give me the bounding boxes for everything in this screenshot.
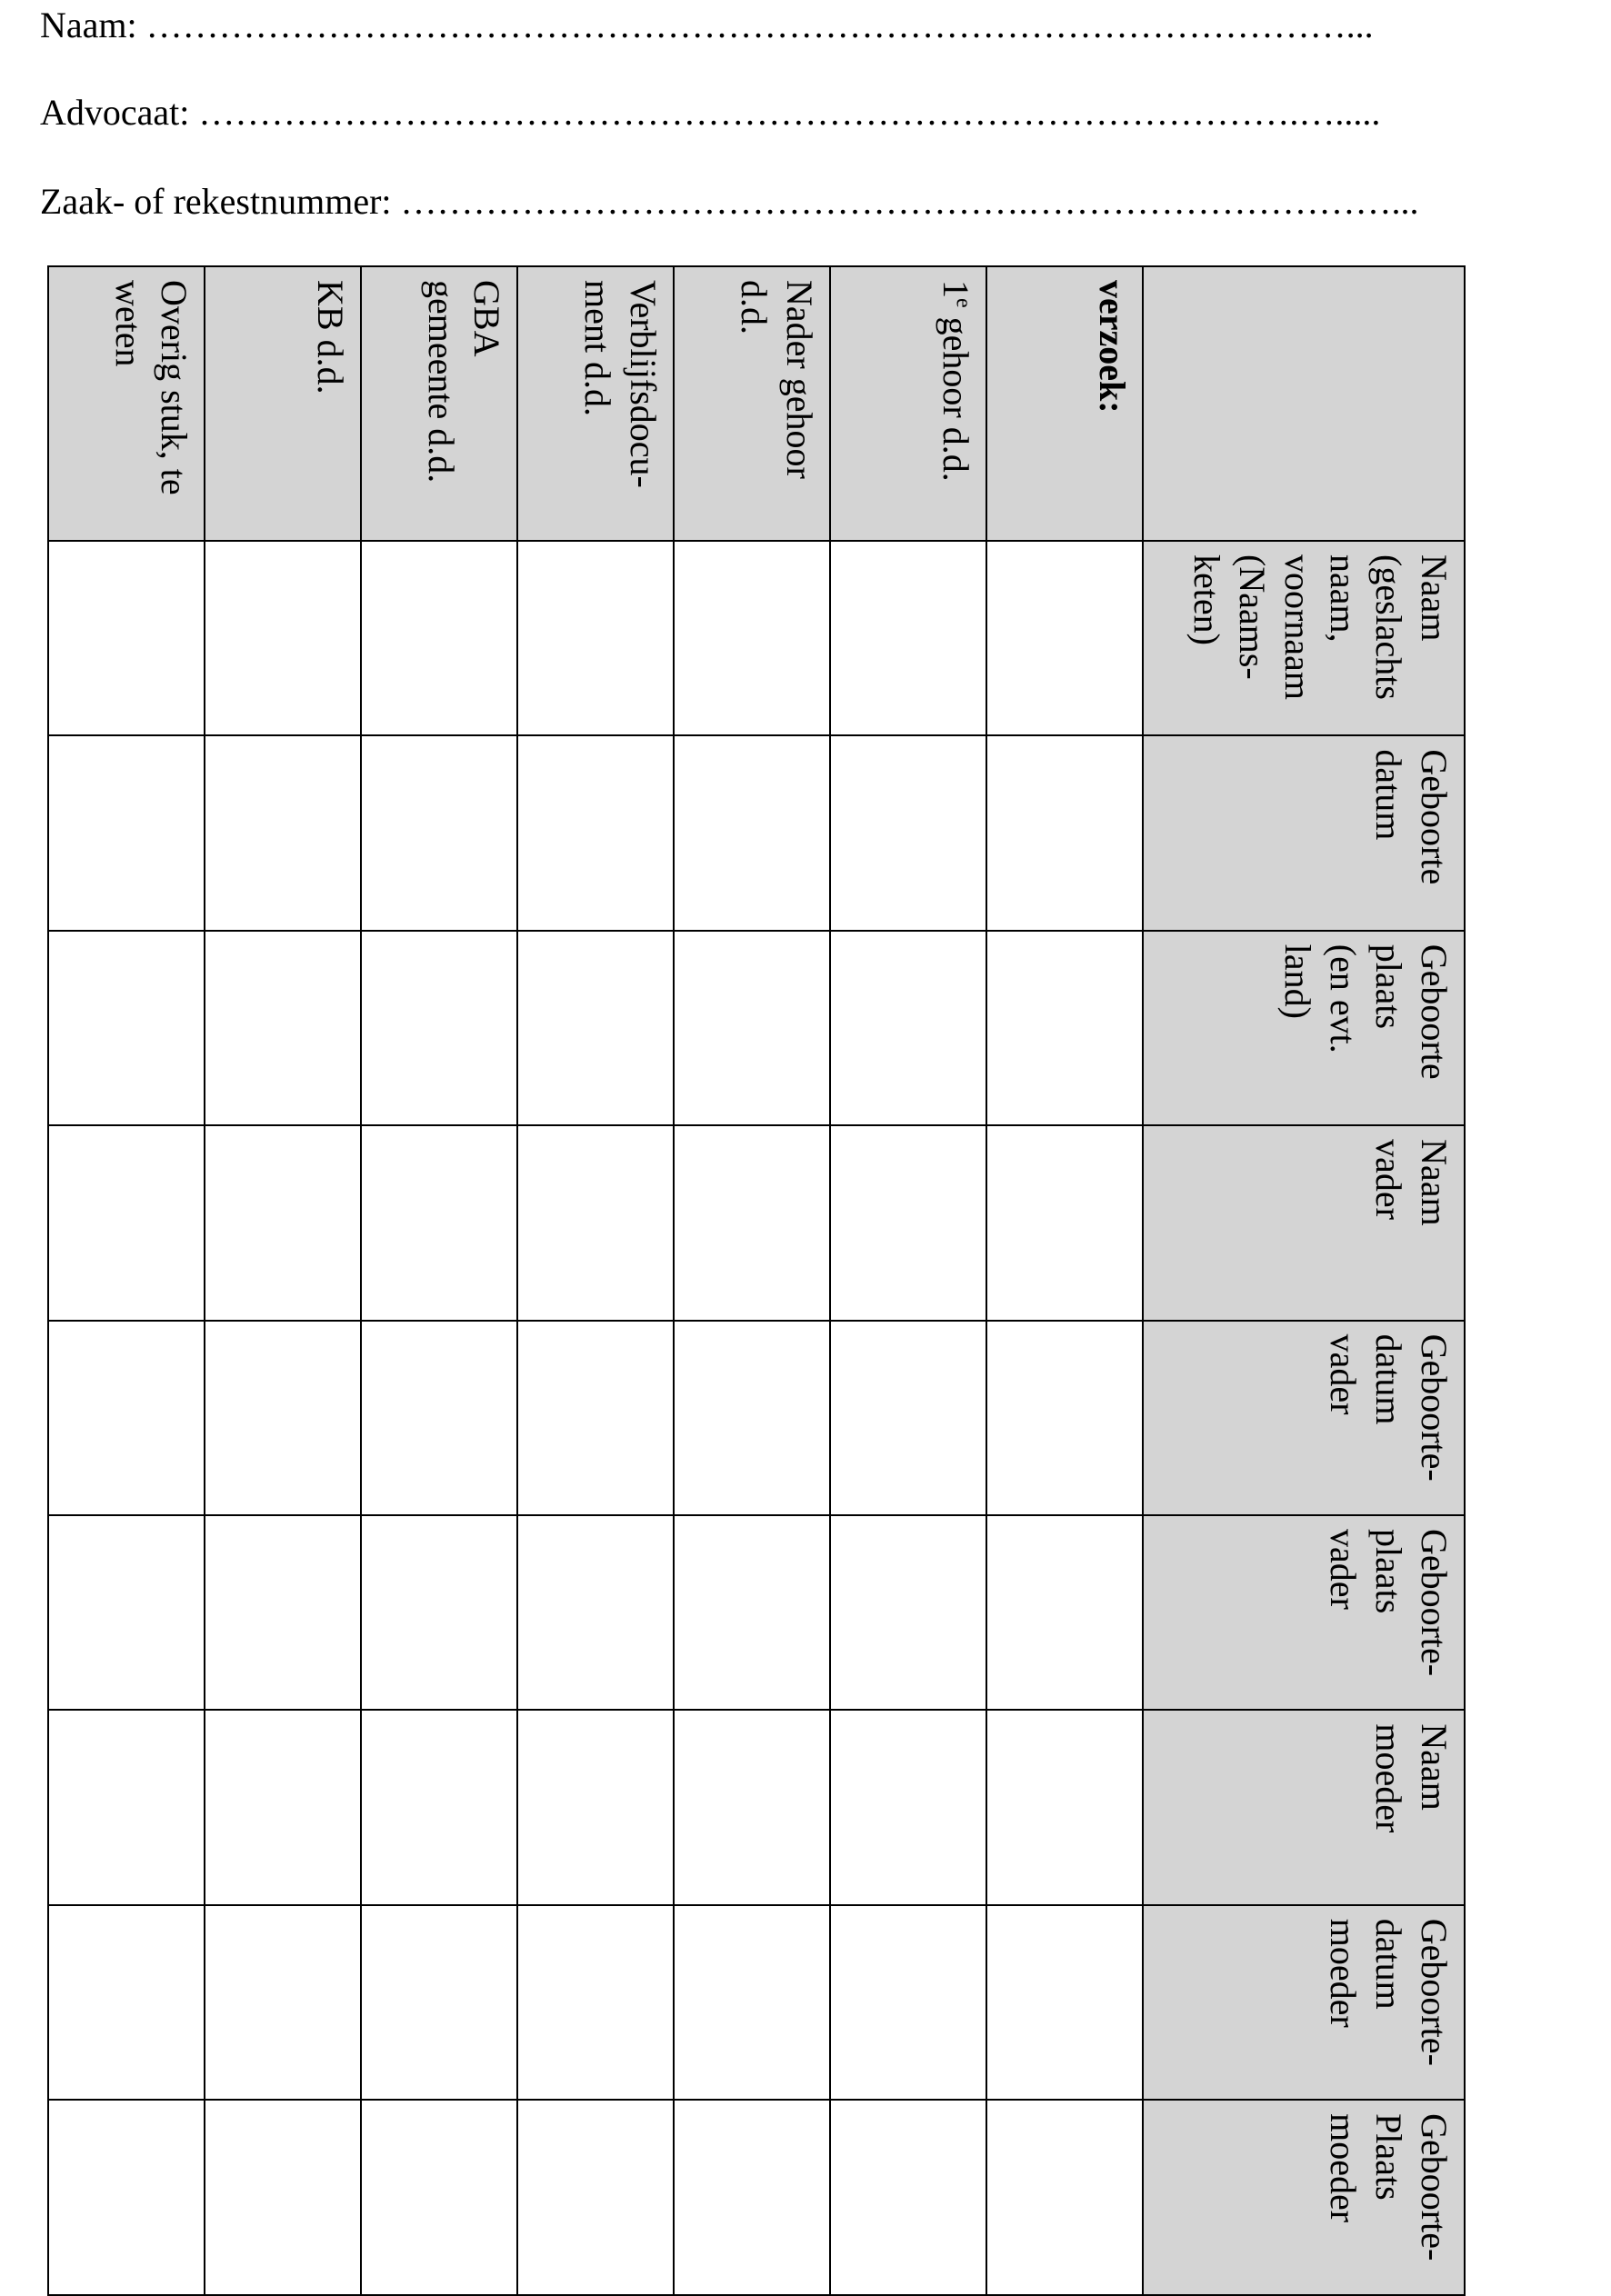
table-cell[interactable] [361,541,517,735]
table-row [48,266,205,2295]
col-header-naam-moeder: Naam moeder [1143,1710,1465,1904]
table-cell[interactable] [205,1125,361,1320]
table-cell[interactable] [674,1905,830,2100]
table-cell[interactable] [674,2100,830,2294]
table-row [830,266,986,2295]
row-label-ordinal: 1 [936,280,976,298]
col-header-geboorteplaats-vader: Geboorte- plaats vader [1143,1515,1465,1710]
table-cell[interactable] [517,735,674,930]
table-cell[interactable] [830,1321,986,1515]
col-header-geboorteplaats: Geboorte plaats (en evt. land) [1143,931,1465,1125]
table-cell[interactable] [830,931,986,1125]
table-cell[interactable] [517,1710,674,1904]
table-cell[interactable] [674,1125,830,1320]
advocaat-field[interactable] [40,89,1380,136]
table-cell[interactable] [986,1710,1143,1904]
col-header-geboorteplaats-moeder: Geboorte- Plaats moeder [1143,2100,1465,2294]
table-cell[interactable] [830,735,986,930]
zaaknummer-label: Zaak- of rekestnummer: [40,181,392,222]
table-cell[interactable] [48,931,205,1125]
table-cell[interactable] [517,931,674,1125]
corner-cell [1143,266,1465,541]
table-cell[interactable] [205,931,361,1125]
col-header-geboortedatum-moeder: Geboorte- datum moeder [1143,1905,1465,2100]
table-row [361,266,517,2295]
table-cell[interactable] [674,1321,830,1515]
table-cell[interactable] [517,2100,674,2294]
table-row [517,266,674,2295]
table-cell[interactable] [48,735,205,930]
table-cell[interactable] [517,1125,674,1320]
table-cell[interactable] [205,1905,361,2100]
naam-field[interactable] [40,2,1374,49]
table-cell[interactable] [48,1321,205,1515]
row-label-verzoek: verzoek: [986,266,1143,541]
table-row [986,266,1143,2295]
table-row [674,266,830,2295]
table-cell[interactable] [830,1515,986,1710]
table-cell[interactable] [830,2100,986,2294]
table-cell[interactable] [986,1321,1143,1515]
table-cell[interactable] [361,1515,517,1710]
col-header-geboortedatum-vader: Geboorte- datum vader [1143,1321,1465,1515]
table-cell[interactable] [361,735,517,930]
row-label-verblijfsdocument: Verblijfsdocu- ment d.d. [517,266,674,541]
table-cell[interactable] [361,1710,517,1904]
col-header-geboortedatum: Geboorte datum [1143,735,1465,930]
table-cell[interactable] [205,2100,361,2294]
table-cell[interactable] [361,1125,517,1320]
document-table [47,265,1466,2296]
table-row [205,266,361,2295]
table-cell[interactable] [361,931,517,1125]
table-cell[interactable] [517,1321,674,1515]
row-label-eerste-gehoor [830,266,986,541]
table-cell[interactable] [48,1515,205,1710]
table-cell[interactable] [674,541,830,735]
table-cell[interactable] [830,1905,986,2100]
table-cell[interactable] [674,1710,830,1904]
table-cell[interactable] [674,931,830,1125]
table-cell[interactable] [361,2100,517,2294]
zaaknummer-dotted-line[interactable]: …………………………………………….…………………………... [400,181,1419,222]
table-cell[interactable] [517,1905,674,2100]
table-cell[interactable] [48,1905,205,2100]
row-label-overig-stuk: Overig stuk, te weten [48,266,205,541]
table-cell[interactable] [48,541,205,735]
col-header-naam-vader: Naam vader [1143,1125,1465,1320]
row-label-gehoor-text: gehoor d.d. [936,316,976,482]
col-header-naam: Naam (geslachts naam, voornaam (Naams- keten) [1143,541,1465,735]
table-cell[interactable] [517,541,674,735]
table-cell[interactable] [48,1710,205,1904]
table-cell[interactable] [205,1515,361,1710]
table-cell[interactable] [205,541,361,735]
row-label-nader-gehoor: Nader gehoor d.d. [674,266,830,541]
table-cell[interactable] [674,1515,830,1710]
advocaat-dotted-line[interactable]: ……………………………………………………………………………….…..... [198,92,1381,133]
zaaknummer-field[interactable] [40,178,1419,225]
table-cell[interactable] [986,1515,1143,1710]
table-cell[interactable] [986,2100,1143,2294]
rotated-table-container [55,265,1466,2294]
table-cell[interactable] [205,1321,361,1515]
row-label-kb: KB d.d. [205,266,361,541]
table-cell[interactable] [48,1125,205,1320]
naam-label: Naam: [40,5,137,45]
row-label-gba: GBA gemeente d.d. [361,266,517,541]
table-cell[interactable] [205,735,361,930]
table-cell[interactable] [517,1515,674,1710]
table-cell[interactable] [986,931,1143,1125]
table-cell[interactable] [830,1125,986,1320]
advocaat-label: Advocaat: [40,92,190,133]
table-cell[interactable] [361,1905,517,2100]
table-cell[interactable] [986,541,1143,735]
table-cell[interactable] [986,735,1143,930]
table-cell[interactable] [205,1710,361,1904]
table-cell[interactable] [986,1905,1143,2100]
header-row [1143,266,1465,2295]
row-label-ordinal-sup: e [951,298,976,308]
table-cell[interactable] [361,1321,517,1515]
table-cell[interactable] [986,1125,1143,1320]
table-cell[interactable] [830,541,986,735]
naam-dotted-line[interactable]: ………………………………………………………………………………………... [145,5,1374,45]
table-cell[interactable] [830,1710,986,1904]
table-cell[interactable] [48,2100,205,2294]
table-cell[interactable] [674,735,830,930]
